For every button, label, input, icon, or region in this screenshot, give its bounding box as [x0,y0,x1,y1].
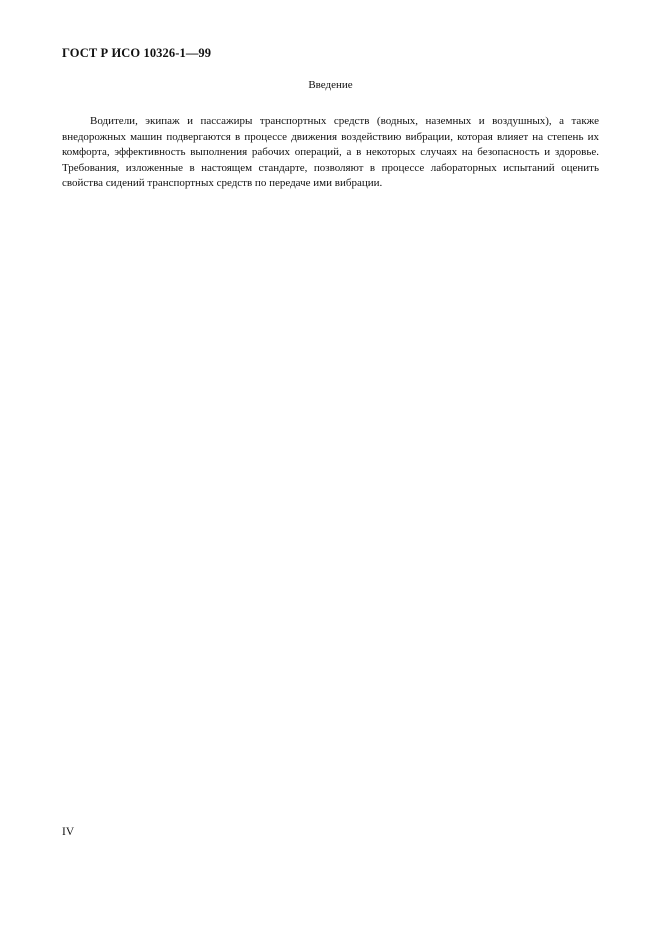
section-title: Введение [308,79,353,91]
introduction-paragraph: Водители, экипаж и пассажиры транспортных средств (водных, наземных и воздушных), а также внедорожных машин подвергаются в процессе движения воздействию вибрации, которая влияет на степень их комфорта, эффективность выполнения рабочих операций, а в некоторых случаях на безопасность и здоровье. Требования, изложенные в настоящем стандарте, позволяют в процессе лабораторных испытаний оценить свойства сидений транспортных средств по передаче ими вибрации. [62,115,599,190]
page-number: IV [62,826,75,838]
document-code: ГОСТ Р ИСО 10326-1—99 [62,46,212,60]
